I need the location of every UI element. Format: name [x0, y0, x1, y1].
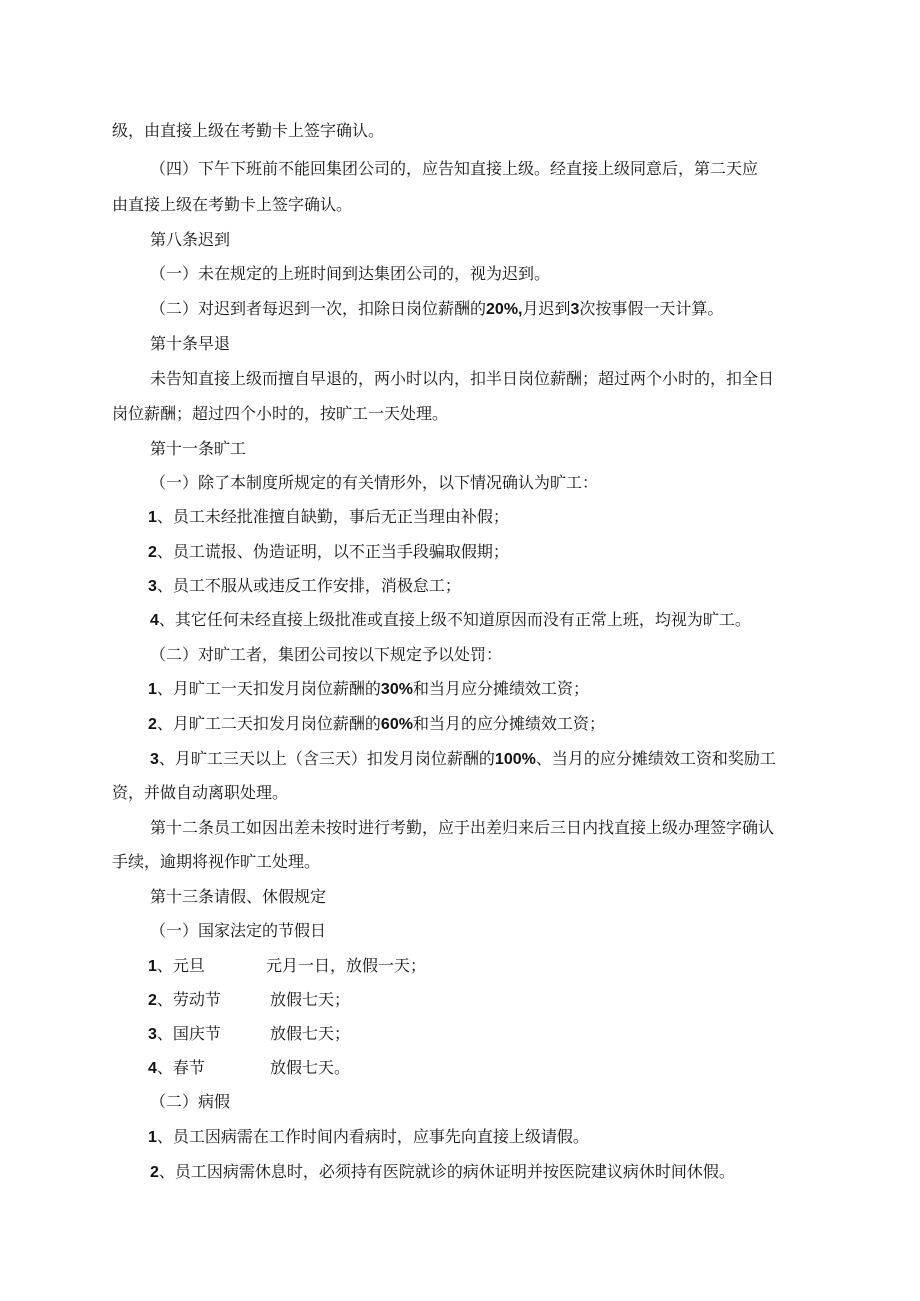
paragraph-line: （二）对迟到者每迟到一次，扣除日岗位薪酬的20%,月迟到3次按事假一天计算。: [150, 299, 724, 318]
paragraph-line: 资，并做自动离职处理。: [112, 783, 289, 802]
paragraph-line: （二）对旷工者，集团公司按以下规定予以处罚：: [150, 645, 503, 664]
list-item: 2、员工谎报、伪造证明，以不正当手段骗取假期；: [148, 542, 509, 561]
list-item: 2、员工因病需休息时，必须持有医院就诊的病休证明并按医院建议病休时间休假。: [150, 1162, 735, 1181]
paragraph-line: 级，由直接上级在考勤卡上签字确认。: [112, 121, 385, 140]
paragraph-line: （四）下午下班前不能回集团公司的，应告知直接上级。经直接上级同意后，第二天应: [150, 159, 759, 178]
paragraph-line: 第十二条员工如因出差未按时进行考勤，应于出差归来后三日内找直接上级办理签字确认: [150, 818, 775, 837]
list-item: 1、员工因病需在工作时间内看病时，应事先向直接上级请假。: [148, 1127, 589, 1146]
paragraph-line: （一）除了本制度所规定的有关情形外，以下情况确认为旷工：: [150, 473, 599, 492]
list-item: 3、员工不服从或违反工作安排，消极怠工；: [148, 576, 461, 595]
paragraph-line: 手续，逾期将视作旷工处理。: [112, 852, 321, 871]
article-heading: 第十三条请假、休假规定: [150, 887, 327, 906]
article-heading: 第十一条旷工: [150, 439, 247, 458]
list-item: 4、其它任何未经直接上级批准或直接上级不知道原因而没有正常上班，均视为旷工。: [150, 610, 751, 629]
paragraph-line: （一）未在规定的上班时间到达集团公司的，视为迟到。: [150, 264, 551, 283]
article-heading: 第八条迟到: [150, 230, 231, 249]
article-heading: 第十条早退: [150, 334, 231, 353]
list-item: 2、月旷工二天扣发月岗位薪酬的60%和当月的应分摊绩效工资；: [148, 714, 605, 733]
paragraph-line: 未告知直接上级而擅自早退的，两小时以内，扣半日岗位薪酬；超过两个小时的，扣全日: [150, 369, 775, 388]
holiday-row: 4、春节 放假七天。: [148, 1058, 351, 1077]
list-item: 3、月旷工三天以上（含三天）扣发月岗位薪酬的100%、当月的应分摊绩效工资和奖励工: [150, 749, 776, 768]
holiday-row: 1、元旦 元月一日，放假一天；: [148, 956, 427, 975]
holiday-row: 2、劳动节 放假七天；: [148, 990, 351, 1009]
paragraph-line: 由直接上级在考勤卡上签字确认。: [112, 195, 353, 214]
paragraph-line: 岗位薪酬；超过四个小时的，按旷工一天处理。: [112, 404, 449, 423]
holiday-row: 3、国庆节 放假七天；: [148, 1024, 351, 1043]
paragraph-line: （一）国家法定的节假日: [150, 921, 327, 940]
list-item: 1、月旷工一天扣发月岗位薪酬的30%和当月应分摊绩效工资；: [148, 679, 589, 698]
paragraph-line: （二）病假: [150, 1092, 231, 1111]
list-item: 1、员工未经批准擅自缺勤，事后无正当理由补假；: [148, 507, 509, 526]
